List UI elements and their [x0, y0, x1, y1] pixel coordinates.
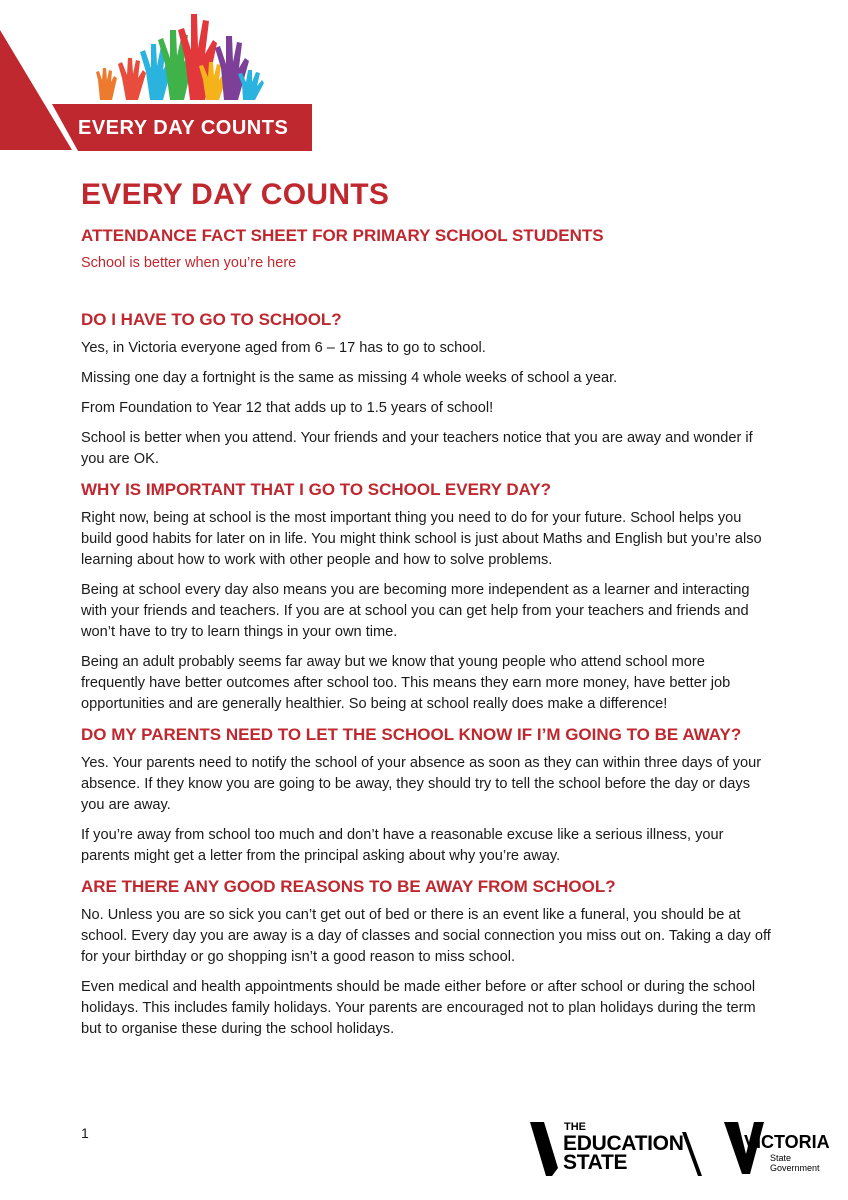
paragraph: Being at school every day also means you are becoming more independent as a learner and interacting with your friends and teachers. If you are at school you can get help from your teachers and friends and won’t have to try to learn things in your own time. — [81, 582, 750, 640]
paragraph: No. Unless you are so sick you can’t get out of bed or there is an event like a funeral, you should be at school. Every day you are away is a day of classes and social connection you miss out on. Taking a day off for your birthday or go shopping isn’t a good reason to miss school. — [81, 907, 771, 965]
section-heading: DO MY PARENTS NEED TO LET THE SCHOOL KNOW IF I’M GOING TO BE AWAY? — [81, 725, 742, 744]
vic-logo-line1: State — [770, 1153, 792, 1163]
edu-logo-line2: EDUCATION — [563, 1132, 684, 1155]
vic-logo-line2: Government — [770, 1163, 820, 1173]
paragraph: Right now, being at school is the most important thing you need to do for your future. School helps you build good habits for later on in life. You might think school is just about Maths and English but you’re also learning about how to work with other people and how to solve problems. — [81, 510, 762, 568]
page-number: 1 — [81, 1125, 89, 1141]
page-tagline: School is better when you’re here — [81, 255, 297, 271]
section-heading: ARE THERE ANY GOOD REASONS TO BE AWAY FROM SCHOOL? — [81, 877, 616, 896]
paragraph: Being an adult probably seems far away but we know that young people who attend school more frequently have better outcomes after school too. This means they earn more money, have better job opportunities and are generally healthier. So being at school really does make a difference! — [81, 654, 731, 712]
section-good-reasons — [81, 876, 771, 1040]
every-day-counts-logo — [0, 0, 320, 160]
fact-sheet-body — [81, 309, 771, 1049]
paragraph: Missing one day a fortnight is the same as missing 4 whole weeks of school a year. — [81, 370, 618, 386]
vic-logo-name: VICTORIA — [744, 1132, 830, 1152]
edu-logo-line3: STATE — [563, 1151, 628, 1174]
section-heading: WHY IS IMPORTANT THAT I GO TO SCHOOL EVERY DAY? — [81, 480, 552, 499]
paragraph: Yes, in Victoria everyone aged from 6 – 17 has to go to school. — [81, 340, 486, 356]
page-title: EVERY DAY COUNTS — [81, 178, 390, 211]
banner-text: EVERY DAY COUNTS — [78, 117, 289, 139]
red-hand-icon — [118, 58, 146, 100]
victoria-government-logo — [724, 1118, 828, 1178]
section-parents-notify — [81, 724, 771, 867]
edu-logo-line1: THE — [564, 1121, 586, 1133]
section-why-important — [81, 479, 771, 715]
section-heading: DO I HAVE TO GO TO SCHOOL? — [81, 310, 342, 329]
orange-hand-icon — [96, 68, 117, 100]
paragraph: If you’re away from school too much and don’t have a reasonable excuse like a serious illness, your parents might get a letter from the principal asking about why you’re away. — [81, 827, 724, 864]
paragraph: Yes. Your parents need to notify the school of your absence as soon as they can within three days of your absence. If they know you are going to be away, they should try to tell the school before the day or days you are away. — [81, 755, 762, 813]
section-go-to-school — [81, 309, 771, 470]
paragraph: From Foundation to Year 12 that adds up to 1.5 years of school! — [81, 400, 494, 416]
paragraph: Even medical and health appointments should be made either before or after school or during the school holidays. This includes family holidays. Your parents are encouraged not to plan holidays during the term but to organise these during the school holidays. — [81, 979, 756, 1037]
education-state-logo — [530, 1118, 702, 1178]
page-subtitle: ATTENDANCE FACT SHEET FOR PRIMARY SCHOOL STUDENTS — [81, 226, 604, 245]
paragraph: School is better when you attend. Your friends and your teachers notice that you are away and wonder if you are OK. — [81, 430, 753, 467]
